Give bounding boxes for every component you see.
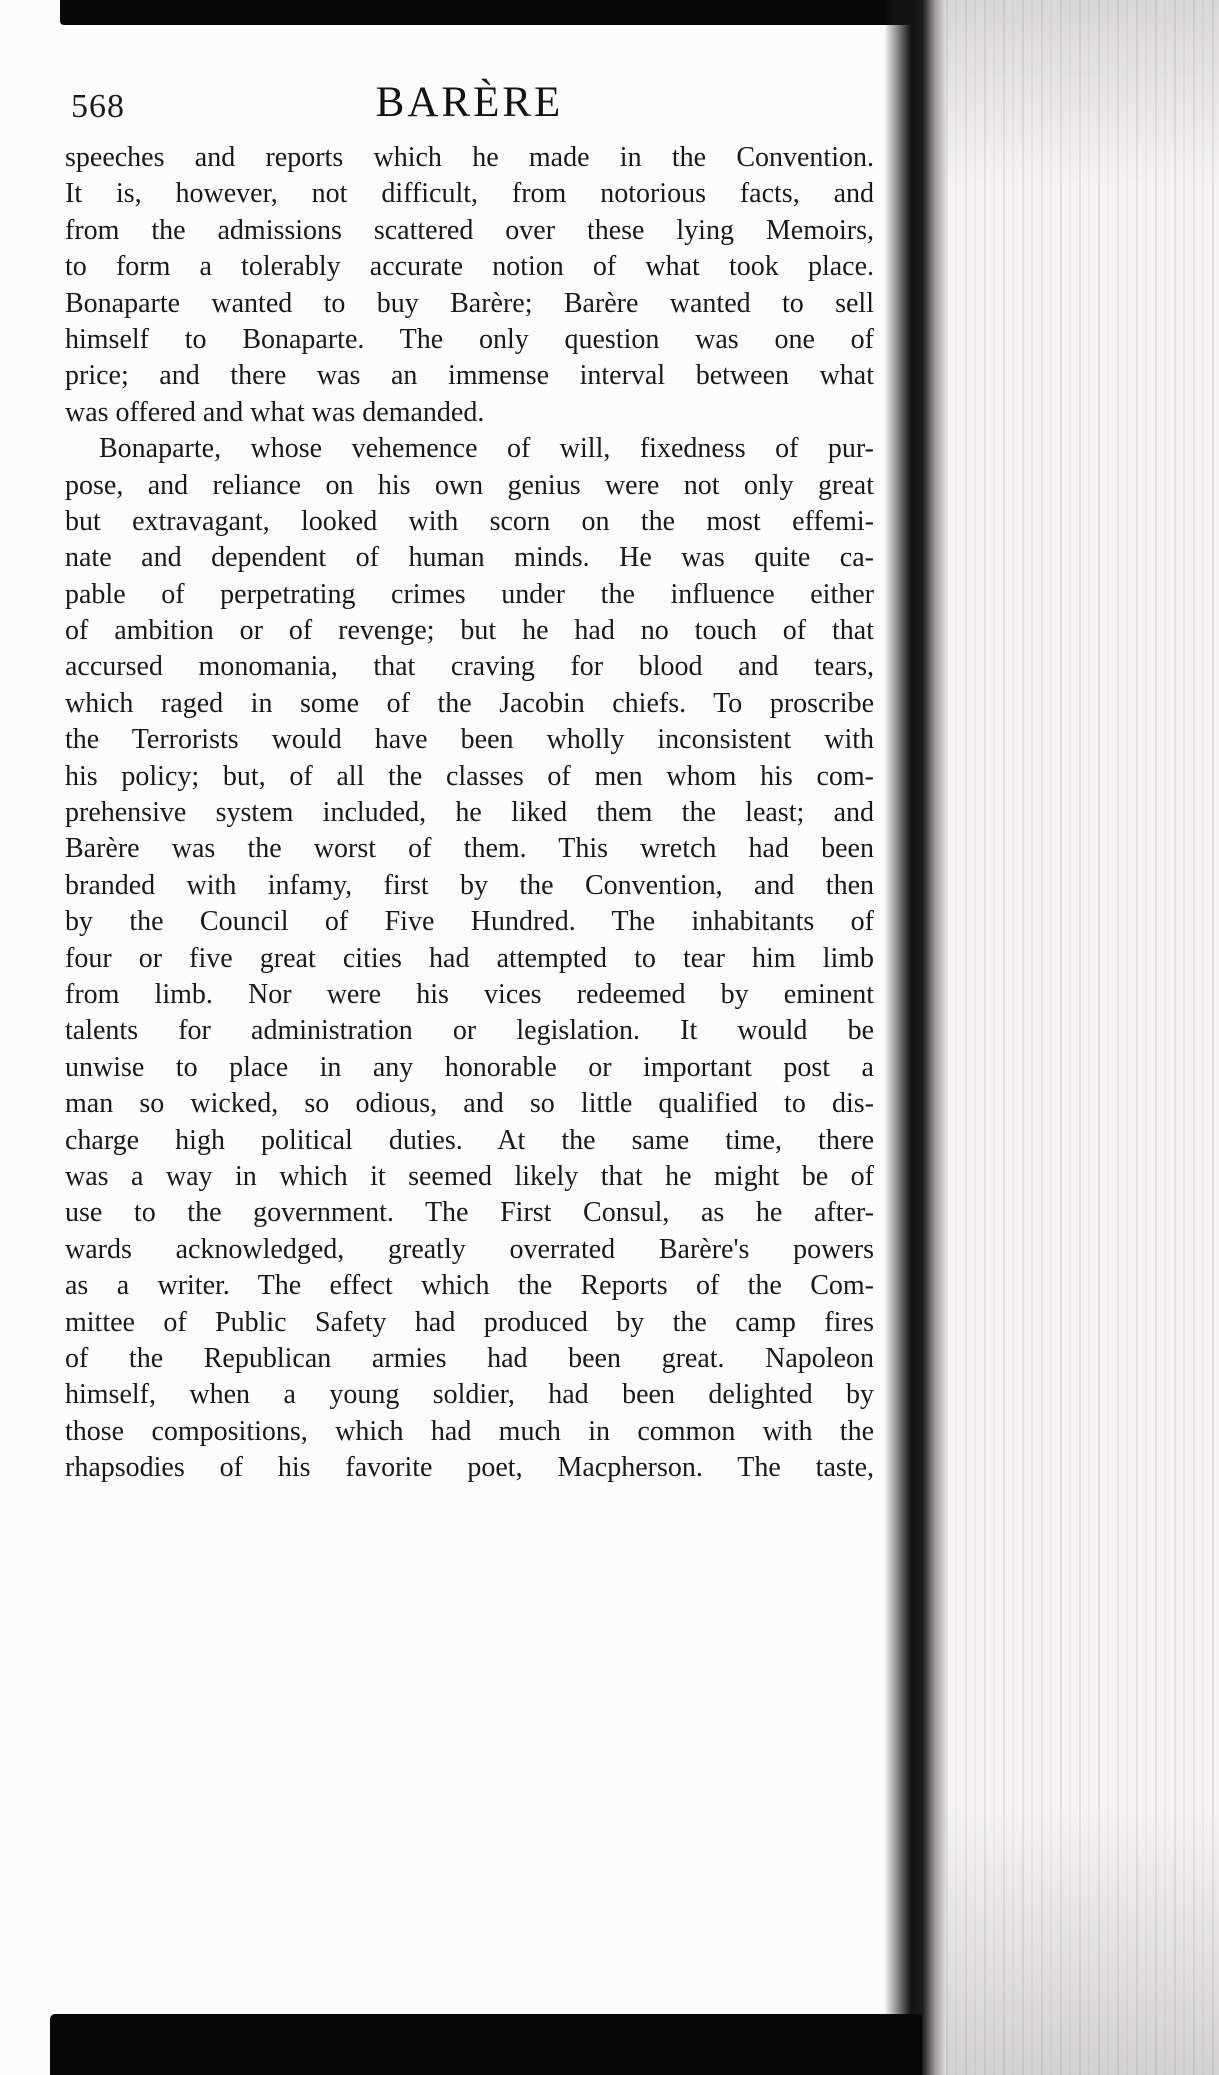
text-line: mittee of Public Safety had produced by the camp fires [65,1306,874,1338]
text-line: four or five great cities had attempted to tear him limb [65,942,874,974]
text-line: nate and dependent of human minds. He was quite ca- [65,542,874,574]
text-line: prehensive system included, he liked them the least; and [65,797,874,829]
text-line: by the Council of Five Hundred. The inhabitants of [65,906,874,938]
page-fore-edge-texture [946,0,1219,2075]
text-line: rhapsodies of his favorite poet, Macpherson. The taste, [65,1452,874,1484]
scan-artifact-top-bar [60,0,912,25]
text-line: of ambition or of revenge; but he had no touch of that [65,615,874,647]
text-line: but extravagant, looked with scorn on the most effemi- [65,505,874,537]
scan-artifact-bottom-bar [50,2014,922,2075]
body-text [65,140,874,1486]
text-line: of the Republican armies had been great. Napoleon [65,1342,874,1374]
text-line: wards acknowledged, greatly overrated Barère's powers [65,1233,874,1265]
book-gutter-shadow [884,0,948,2075]
text-line: was offered and what was demanded. [65,396,485,428]
text-line: Bonaparte wanted to buy Barère; Barère wanted to sell [65,287,874,319]
running-head-row [65,78,874,134]
text-line: accursed monomania, that craving for blood and tears, [65,651,874,683]
text-line: pose, and reliance on his own genius were not only great [65,469,874,501]
text-line: speeches and reports which he made in the Convention. [65,142,874,173]
text-line: those compositions, which had much in common with the [65,1415,874,1447]
text-line: himself to Bonaparte. The only question was one of [65,323,874,355]
text-line: price; and there was an immense interval between what [65,360,874,392]
text-line: Barère was the worst of them. This wretch had been [65,833,874,865]
text-line: to form a tolerably accurate notion of what took place. [65,251,874,283]
text-line: unwise to place in any honorable or important post a [65,1051,874,1083]
text-line: which raged in some of the Jacobin chiefs. To proscribe [65,687,874,719]
page-number: 568 [71,88,125,125]
text-line: from the admissions scattered over these lying Memoirs, [65,214,874,246]
text-line: pable of perpetrating crimes under the influence either [65,578,874,610]
text-line: his policy; but, of all the classes of men whom his com- [65,760,874,792]
text-line: talents for administration or legislation. It would be [65,1015,874,1047]
text-line: branded with infamy, first by the Convention, and then [65,869,874,901]
text-line: as a writer. The effect which the Reports of the Com- [65,1270,874,1302]
text-line: charge high political duties. At the same time, there [65,1124,874,1156]
text-line: the Terrorists would have been wholly inconsistent with [65,724,874,756]
text-line: It is, however, not difficult, from notorious facts, and [65,178,874,210]
text-line: man so wicked, so odious, and so little qualified to dis- [65,1088,874,1120]
running-header-title: BARÈRE [375,79,564,126]
text-line: Bonaparte, whose vehemence of will, fixedness of pur- [99,433,874,465]
text-line: was a way in which it seemed likely that he might be of [65,1160,874,1192]
text-line: from limb. Nor were his vices redeemed by eminent [65,978,874,1010]
text-line: use to the government. The First Consul, as he after- [65,1197,874,1229]
text-line: himself, when a young soldier, had been delighted by [65,1379,874,1411]
